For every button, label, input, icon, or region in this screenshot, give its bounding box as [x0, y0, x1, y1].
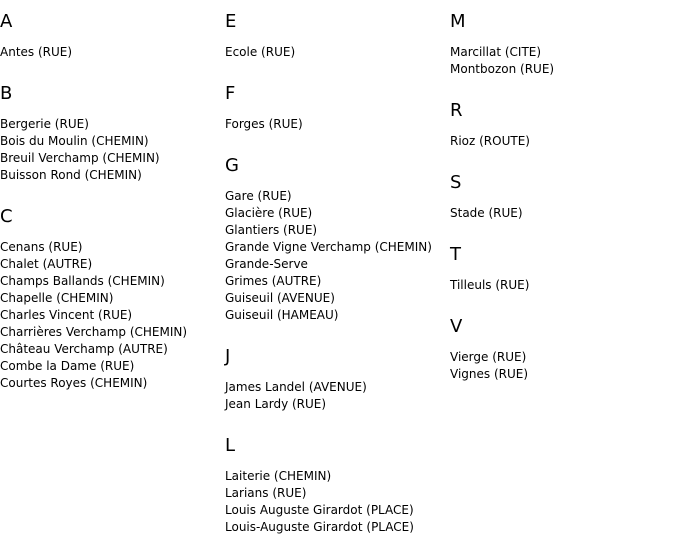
street-link[interactable]: Montbozon (RUE) — [450, 62, 555, 76]
street-link[interactable]: Ecole (RUE) — [225, 45, 296, 59]
letter-group — [225, 12, 447, 61]
letter-heading: M — [450, 11, 466, 32]
street-link[interactable]: Bois du Moulin (CHEMIN) — [0, 134, 149, 148]
street-link[interactable]: Gare (RUE) — [225, 189, 292, 203]
letter-group — [0, 12, 222, 61]
street-link[interactable]: Rioz (ROUTE) — [450, 134, 530, 148]
letter-heading: B — [0, 83, 13, 104]
street-index-column-1 — [0, 0, 222, 392]
street-link[interactable]: James Landel (AVENUE) — [225, 380, 367, 394]
letter-heading: L — [225, 435, 236, 456]
letter-group — [225, 84, 447, 133]
letter-group — [225, 347, 447, 413]
street-link[interactable]: Charrières Verchamp (CHEMIN) — [0, 325, 188, 339]
letter-heading: C — [0, 206, 13, 227]
street-link[interactable]: Glantiers (RUE) — [225, 223, 318, 237]
letter-group — [450, 173, 672, 222]
street-link[interactable]: Château Verchamp (AUTRE) — [0, 342, 168, 356]
letter-group — [450, 317, 672, 383]
street-link[interactable]: Marcillat (CITE) — [450, 45, 542, 59]
street-link[interactable]: Jean Lardy (RUE) — [225, 397, 327, 411]
letter-heading: R — [450, 100, 463, 121]
letter-group — [450, 245, 672, 294]
letter-group — [0, 207, 222, 392]
letter-heading: E — [225, 11, 237, 32]
street-link[interactable]: Grande-Serve — [225, 257, 308, 271]
street-link[interactable]: Laiterie (CHEMIN) — [225, 469, 332, 483]
letter-heading: J — [225, 346, 231, 367]
street-link[interactable]: Guiseuil (AVENUE) — [225, 291, 335, 305]
street-link[interactable]: Tilleuls (RUE) — [450, 278, 530, 292]
street-link[interactable]: Glacière (RUE) — [225, 206, 313, 220]
street-link[interactable]: Guiseuil (HAMEAU) — [225, 308, 339, 322]
street-link[interactable]: Chapelle (CHEMIN) — [0, 291, 114, 305]
street-link[interactable]: Stade (RUE) — [450, 206, 523, 220]
letter-heading: T — [450, 244, 461, 265]
street-index-column-2 — [225, 0, 447, 536]
street-link[interactable]: Forges (RUE) — [225, 117, 303, 131]
letter-group — [450, 12, 672, 78]
letter-heading: S — [450, 172, 462, 193]
letter-group — [0, 84, 222, 184]
street-link[interactable]: Buisson Rond (CHEMIN) — [0, 168, 142, 182]
letter-heading: A — [0, 11, 13, 32]
street-link[interactable]: Vierge (RUE) — [450, 350, 527, 364]
street-link[interactable]: Champs Ballands (CHEMIN) — [0, 274, 165, 288]
letter-heading: V — [450, 316, 463, 337]
letter-group — [225, 436, 447, 536]
street-link[interactable]: Chalet (AUTRE) — [0, 257, 93, 271]
street-index-column-3 — [450, 0, 672, 383]
street-link[interactable]: Courtes Royes (CHEMIN) — [0, 376, 148, 390]
letter-heading: F — [225, 83, 236, 104]
street-link[interactable]: Combe la Dame (RUE) — [0, 359, 135, 373]
letter-group — [450, 101, 672, 150]
street-link[interactable]: Breuil Verchamp (CHEMIN) — [0, 151, 160, 165]
letter-group — [225, 156, 447, 324]
street-link[interactable]: Vignes (RUE) — [450, 367, 529, 381]
street-link[interactable]: Grimes (AUTRE) — [225, 274, 322, 288]
street-link[interactable]: Louis Auguste Girardot (PLACE) — [225, 503, 414, 517]
street-link[interactable]: Charles Vincent (RUE) — [0, 308, 133, 322]
letter-heading: G — [225, 155, 239, 176]
street-link[interactable]: Antes (RUE) — [0, 45, 73, 59]
street-link[interactable]: Cenans (RUE) — [0, 240, 83, 254]
street-link[interactable]: Bergerie (RUE) — [0, 117, 89, 131]
street-link[interactable]: Larians (RUE) — [225, 486, 307, 500]
street-link[interactable]: Louis-Auguste Girardot (PLACE) — [225, 520, 414, 534]
street-link[interactable]: Grande Vigne Verchamp (CHEMIN) — [225, 240, 432, 254]
